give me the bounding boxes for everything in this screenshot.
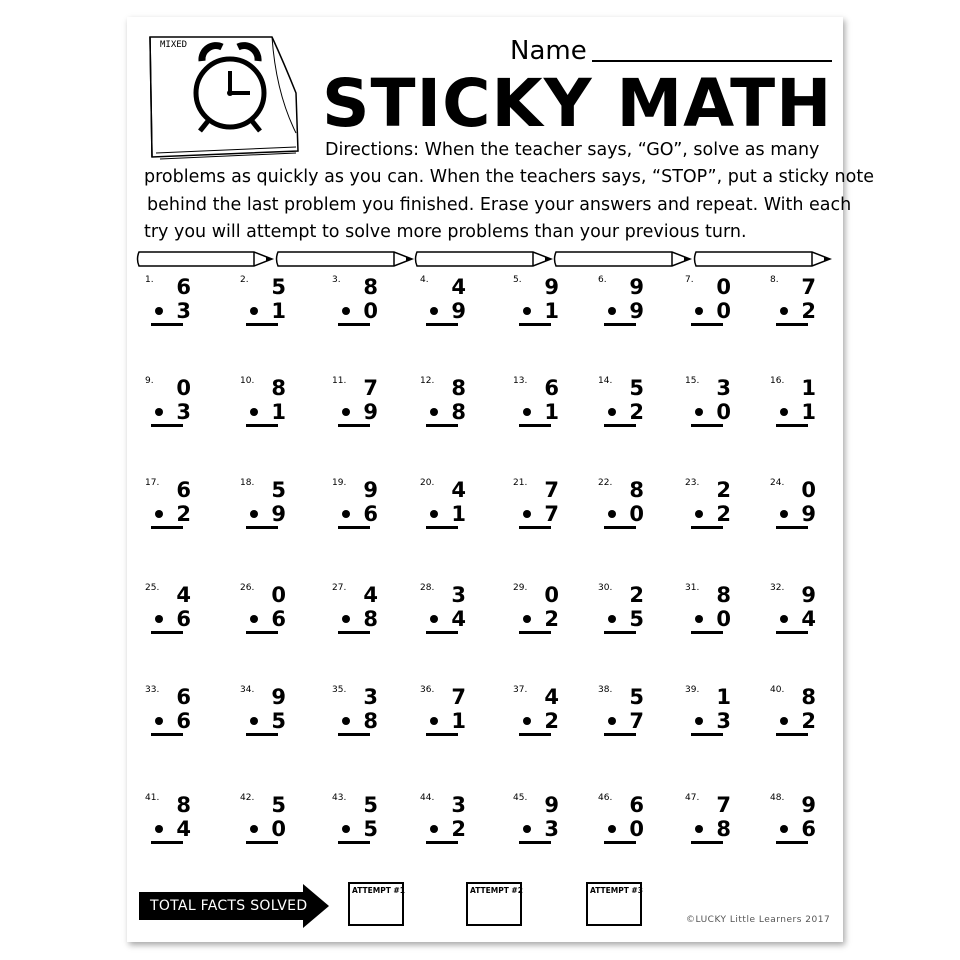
problem-top-number: 8 xyxy=(629,478,644,502)
problem-number: 13. xyxy=(513,376,528,386)
problem-item xyxy=(770,275,830,325)
answer-line[interactable] xyxy=(519,733,551,736)
problem-number: 21. xyxy=(513,478,528,488)
problem-top-number: 0 xyxy=(801,478,816,502)
problem-number: 6. xyxy=(598,275,607,285)
problem-number: 48. xyxy=(770,793,785,803)
problem-number: 26. xyxy=(240,583,255,593)
problem-top-number: 0 xyxy=(176,376,191,400)
problem-bottom-number: 5 xyxy=(629,607,644,631)
problem-number: 28. xyxy=(420,583,435,593)
problem-top-number: 4 xyxy=(451,275,466,299)
problem-number: 29. xyxy=(513,583,528,593)
problem-number: 36. xyxy=(420,685,435,695)
problem-top-number: 8 xyxy=(176,793,191,817)
attempt-1-box[interactable] xyxy=(348,882,404,926)
problem-item xyxy=(332,583,392,633)
answer-line[interactable] xyxy=(604,841,636,844)
problem-bottom-number: 8 xyxy=(716,817,731,841)
name-label: Name xyxy=(510,36,587,66)
problem-top-number: 5 xyxy=(629,376,644,400)
problem-item xyxy=(240,478,300,528)
problem-bottom-number: 8 xyxy=(363,607,378,631)
answer-line[interactable] xyxy=(776,526,808,529)
answer-line[interactable] xyxy=(604,424,636,427)
directions-line: Directions: When the teacher says, “GO”, solve as many xyxy=(325,140,820,160)
problem-item xyxy=(332,478,392,528)
problem-item xyxy=(770,583,830,633)
problem-top-number: 9 xyxy=(629,275,644,299)
pencil-divider-icon xyxy=(136,248,832,270)
problem-number: 3. xyxy=(332,275,341,285)
problem-bottom-number: 6 xyxy=(176,709,191,733)
problem-number: 20. xyxy=(420,478,435,488)
problem-bottom-number: 1 xyxy=(271,299,286,323)
problem-number: 47. xyxy=(685,793,700,803)
problem-number: 1. xyxy=(145,275,154,285)
problem-item xyxy=(332,376,392,426)
problem-number: 33. xyxy=(145,685,160,695)
answer-line[interactable] xyxy=(519,323,551,326)
problem-item xyxy=(332,275,392,325)
problem-number: 39. xyxy=(685,685,700,695)
answer-line[interactable] xyxy=(426,526,458,529)
problem-number: 4. xyxy=(420,275,429,285)
problem-number: 35. xyxy=(332,685,347,695)
problem-number: 5. xyxy=(513,275,522,285)
answer-line[interactable] xyxy=(519,424,551,427)
answer-line[interactable] xyxy=(151,424,183,427)
problem-item xyxy=(145,275,205,325)
problem-bottom-number: 8 xyxy=(363,709,378,733)
answer-line[interactable] xyxy=(151,526,183,529)
problem-item xyxy=(420,793,480,843)
problem-item xyxy=(770,793,830,843)
answer-line[interactable] xyxy=(776,841,808,844)
problem-number: 41. xyxy=(145,793,160,803)
problem-number: 31. xyxy=(685,583,700,593)
problem-bottom-number: 3 xyxy=(176,299,191,323)
problem-item xyxy=(420,583,480,633)
problem-top-number: 4 xyxy=(451,478,466,502)
problem-bottom-number: 1 xyxy=(271,400,286,424)
answer-line[interactable] xyxy=(338,424,370,427)
problem-number: 25. xyxy=(145,583,160,593)
problem-bottom-number: 5 xyxy=(271,709,286,733)
problem-number: 40. xyxy=(770,685,785,695)
problem-top-number: 4 xyxy=(363,583,378,607)
problem-bottom-number: 0 xyxy=(716,400,731,424)
problem-bottom-number: 7 xyxy=(544,502,559,526)
problem-number: 17. xyxy=(145,478,160,488)
problem-bottom-number: 2 xyxy=(544,607,559,631)
problem-top-number: 9 xyxy=(363,478,378,502)
problem-top-number: 9 xyxy=(801,583,816,607)
problem-number: 32. xyxy=(770,583,785,593)
problem-top-number: 4 xyxy=(176,583,191,607)
problem-top-number: 9 xyxy=(544,793,559,817)
answer-line[interactable] xyxy=(519,841,551,844)
directions-line: try you will attempt to solve more problems than your previous turn. xyxy=(144,222,747,242)
problem-bottom-number: 4 xyxy=(176,817,191,841)
problem-top-number: 7 xyxy=(544,478,559,502)
problem-bottom-number: 4 xyxy=(801,607,816,631)
problem-number: 37. xyxy=(513,685,528,695)
problem-number: 34. xyxy=(240,685,255,695)
answer-line[interactable] xyxy=(246,631,278,634)
problem-item xyxy=(598,275,658,325)
answer-line[interactable] xyxy=(776,733,808,736)
problem-top-number: 5 xyxy=(629,685,644,709)
answer-line[interactable] xyxy=(426,631,458,634)
problem-item xyxy=(513,478,573,528)
problem-number: 12. xyxy=(420,376,435,386)
directions-line: behind the last problem you finished. Erase your answers and repeat. With each xyxy=(147,195,852,215)
attempt-label: ATTEMPT #2 xyxy=(470,886,523,895)
problem-number: 22. xyxy=(598,478,613,488)
answer-line[interactable] xyxy=(604,526,636,529)
answer-line[interactable] xyxy=(338,733,370,736)
attempt-2-box[interactable] xyxy=(466,882,522,926)
answer-line[interactable] xyxy=(691,631,723,634)
problem-item xyxy=(513,583,573,633)
problem-item xyxy=(513,685,573,735)
problem-top-number: 8 xyxy=(451,376,466,400)
problem-top-number: 6 xyxy=(544,376,559,400)
problem-bottom-number: 6 xyxy=(363,502,378,526)
problem-number: 38. xyxy=(598,685,613,695)
problem-top-number: 1 xyxy=(716,685,731,709)
answer-line[interactable] xyxy=(151,841,183,844)
problem-item xyxy=(598,685,658,735)
total-facts-label: TOTAL FACTS SOLVED xyxy=(150,898,308,914)
problem-top-number: 6 xyxy=(176,275,191,299)
problem-bottom-number: 0 xyxy=(629,502,644,526)
problem-bottom-number: 9 xyxy=(451,299,466,323)
answer-line[interactable] xyxy=(246,424,278,427)
problem-item xyxy=(598,583,658,633)
answer-line[interactable] xyxy=(691,424,723,427)
problem-item xyxy=(513,793,573,843)
answer-line[interactable] xyxy=(776,631,808,634)
problem-item xyxy=(685,275,745,325)
problem-bottom-number: 9 xyxy=(363,400,378,424)
answer-line[interactable] xyxy=(426,424,458,427)
problem-top-number: 1 xyxy=(801,376,816,400)
problem-item xyxy=(770,478,830,528)
problem-item xyxy=(685,583,745,633)
problem-top-number: 8 xyxy=(271,376,286,400)
problem-top-number: 4 xyxy=(544,685,559,709)
problem-number: 43. xyxy=(332,793,347,803)
problem-top-number: 0 xyxy=(544,583,559,607)
problem-bottom-number: 2 xyxy=(544,709,559,733)
problem-number: 2. xyxy=(240,275,249,285)
answer-line[interactable] xyxy=(426,323,458,326)
attempt-label: ATTEMPT #3 xyxy=(590,886,643,895)
attempt-3-box[interactable] xyxy=(586,882,642,926)
problem-top-number: 6 xyxy=(176,685,191,709)
problem-top-number: 5 xyxy=(271,793,286,817)
problem-top-number: 5 xyxy=(363,793,378,817)
problem-number: 24. xyxy=(770,478,785,488)
answer-line[interactable] xyxy=(691,841,723,844)
problem-number: 10. xyxy=(240,376,255,386)
problem-bottom-number: 2 xyxy=(176,502,191,526)
problem-bottom-number: 0 xyxy=(716,299,731,323)
answer-line[interactable] xyxy=(338,841,370,844)
problem-top-number: 6 xyxy=(176,478,191,502)
problem-number: 15. xyxy=(685,376,700,386)
problem-top-number: 7 xyxy=(451,685,466,709)
answer-line[interactable] xyxy=(776,424,808,427)
problem-bottom-number: 9 xyxy=(629,299,644,323)
problem-number: 16. xyxy=(770,376,785,386)
answer-line[interactable] xyxy=(604,631,636,634)
problem-top-number: 9 xyxy=(801,793,816,817)
problem-item xyxy=(685,478,745,528)
problem-bottom-number: 2 xyxy=(629,400,644,424)
answer-line[interactable] xyxy=(519,631,551,634)
answer-line[interactable] xyxy=(151,733,183,736)
problem-item xyxy=(240,275,300,325)
attempt-label: ATTEMPT #1 xyxy=(352,886,405,895)
problem-top-number: 7 xyxy=(801,275,816,299)
problem-item xyxy=(145,583,205,633)
problem-item xyxy=(513,376,573,426)
directions-line: problems as quickly as you can. When the teachers says, “STOP”, put a sticky note xyxy=(144,167,874,187)
problem-item xyxy=(420,376,480,426)
problem-bottom-number: 2 xyxy=(801,709,816,733)
problem-item xyxy=(685,685,745,735)
problem-item xyxy=(685,793,745,843)
problem-item xyxy=(685,376,745,426)
problem-top-number: 3 xyxy=(363,685,378,709)
problem-bottom-number: 0 xyxy=(629,817,644,841)
problem-item xyxy=(240,685,300,735)
problem-bottom-number: 7 xyxy=(629,709,644,733)
problem-bottom-number: 1 xyxy=(544,299,559,323)
problem-item xyxy=(770,376,830,426)
problem-top-number: 8 xyxy=(363,275,378,299)
answer-line[interactable] xyxy=(338,526,370,529)
problem-top-number: 5 xyxy=(271,478,286,502)
problem-item xyxy=(598,376,658,426)
problem-number: 46. xyxy=(598,793,613,803)
problem-bottom-number: 2 xyxy=(451,817,466,841)
answer-line[interactable] xyxy=(691,526,723,529)
problem-bottom-number: 0 xyxy=(271,817,286,841)
problem-bottom-number: 2 xyxy=(716,502,731,526)
problem-number: 8. xyxy=(770,275,779,285)
problem-top-number: 3 xyxy=(451,793,466,817)
problem-top-number: 8 xyxy=(801,685,816,709)
answer-line[interactable] xyxy=(426,733,458,736)
problem-item xyxy=(240,583,300,633)
answer-line[interactable] xyxy=(246,733,278,736)
answer-line[interactable] xyxy=(691,733,723,736)
problem-bottom-number: 4 xyxy=(451,607,466,631)
problem-top-number: 9 xyxy=(271,685,286,709)
problem-item xyxy=(240,793,300,843)
problem-bottom-number: 9 xyxy=(801,502,816,526)
problem-top-number: 2 xyxy=(716,478,731,502)
problem-item xyxy=(332,685,392,735)
problem-top-number: 9 xyxy=(544,275,559,299)
problem-top-number: 8 xyxy=(716,583,731,607)
problem-item xyxy=(598,478,658,528)
answer-line[interactable] xyxy=(338,631,370,634)
problem-item xyxy=(145,478,205,528)
answer-line[interactable] xyxy=(338,323,370,326)
answer-line[interactable] xyxy=(519,526,551,529)
copyright-text: ©LUCKY Little Learners 2017 xyxy=(686,915,831,925)
problem-top-number: 7 xyxy=(363,376,378,400)
answer-line[interactable] xyxy=(604,323,636,326)
problem-top-number: 6 xyxy=(629,793,644,817)
answer-line[interactable] xyxy=(691,323,723,326)
answer-line[interactable] xyxy=(246,323,278,326)
problem-item xyxy=(145,793,205,843)
answer-line[interactable] xyxy=(426,841,458,844)
problem-bottom-number: 8 xyxy=(451,400,466,424)
problem-bottom-number: 1 xyxy=(451,502,466,526)
problem-number: 30. xyxy=(598,583,613,593)
problem-bottom-number: 3 xyxy=(176,400,191,424)
problem-number: 45. xyxy=(513,793,528,803)
problem-bottom-number: 5 xyxy=(363,817,378,841)
problem-number: 44. xyxy=(420,793,435,803)
problem-number: 42. xyxy=(240,793,255,803)
problem-top-number: 5 xyxy=(271,275,286,299)
problem-item xyxy=(513,275,573,325)
corner-label: MIXED xyxy=(160,40,188,50)
problem-bottom-number: 0 xyxy=(363,299,378,323)
problem-top-number: 3 xyxy=(716,376,731,400)
problem-item xyxy=(145,376,205,426)
page-title: STICKY MATH xyxy=(322,65,833,142)
problem-bottom-number: 0 xyxy=(716,607,731,631)
answer-line[interactable] xyxy=(151,323,183,326)
problem-number: 27. xyxy=(332,583,347,593)
problem-number: 11. xyxy=(332,376,347,386)
problem-item xyxy=(332,793,392,843)
answer-line[interactable] xyxy=(151,631,183,634)
problem-bottom-number: 1 xyxy=(544,400,559,424)
problem-bottom-number: 6 xyxy=(801,817,816,841)
answer-line[interactable] xyxy=(246,526,278,529)
problem-bottom-number: 1 xyxy=(451,709,466,733)
problem-item xyxy=(145,685,205,735)
problem-number: 23. xyxy=(685,478,700,488)
problem-top-number: 2 xyxy=(629,583,644,607)
problem-number: 7. xyxy=(685,275,694,285)
problem-bottom-number: 6 xyxy=(176,607,191,631)
name-line[interactable] xyxy=(592,60,832,62)
problem-top-number: 7 xyxy=(716,793,731,817)
problem-number: 18. xyxy=(240,478,255,488)
problem-number: 9. xyxy=(145,376,154,386)
problem-bottom-number: 3 xyxy=(716,709,731,733)
problem-item xyxy=(770,685,830,735)
problem-bottom-number: 2 xyxy=(801,299,816,323)
answer-line[interactable] xyxy=(246,841,278,844)
problem-item xyxy=(598,793,658,843)
answer-line[interactable] xyxy=(604,733,636,736)
problem-bottom-number: 3 xyxy=(544,817,559,841)
sticky-note-clock-icon xyxy=(146,33,302,161)
problem-number: 19. xyxy=(332,478,347,488)
problem-bottom-number: 6 xyxy=(271,607,286,631)
problem-top-number: 0 xyxy=(716,275,731,299)
answer-line[interactable] xyxy=(776,323,808,326)
problem-top-number: 3 xyxy=(451,583,466,607)
problem-bottom-number: 9 xyxy=(271,502,286,526)
problem-item xyxy=(420,685,480,735)
problem-number: 14. xyxy=(598,376,613,386)
problem-bottom-number: 1 xyxy=(801,400,816,424)
problem-item xyxy=(240,376,300,426)
problem-item xyxy=(420,275,480,325)
problem-top-number: 0 xyxy=(271,583,286,607)
problem-item xyxy=(420,478,480,528)
